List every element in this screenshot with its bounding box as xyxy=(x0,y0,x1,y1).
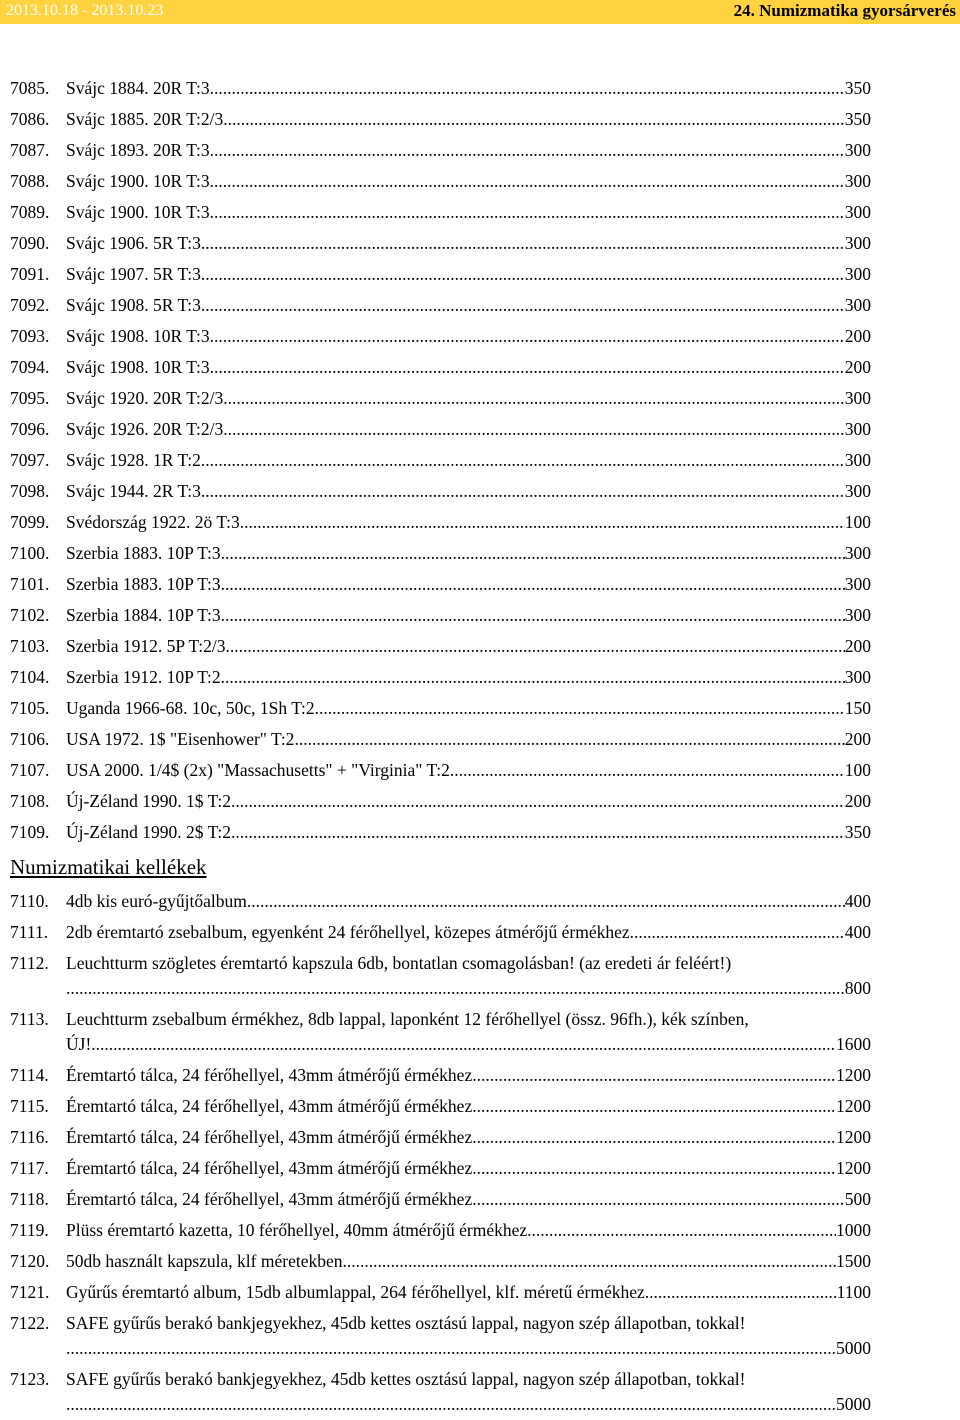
lot-price: 350 xyxy=(844,109,871,129)
lot-number: 7092. xyxy=(10,295,50,315)
leader-dots xyxy=(247,886,845,917)
lot-number: 7085. xyxy=(10,78,50,98)
lot-description: Szerbia 1912. 10P T:2 xyxy=(66,667,221,687)
leader-dots xyxy=(66,1333,836,1364)
lot-list-accessories xyxy=(0,886,960,1420)
list-item xyxy=(0,600,960,631)
lot-description: Svájc 1884. 20R T:3 xyxy=(66,78,210,98)
lot-price: 1200 xyxy=(836,1158,871,1178)
lot-number: 7118. xyxy=(10,1189,49,1209)
lot-price: 300 xyxy=(844,233,871,253)
leader-dots xyxy=(315,693,845,724)
leader-dots xyxy=(527,1215,836,1246)
lot-price: 200 xyxy=(844,326,871,346)
leader-dots xyxy=(201,228,845,259)
list-item xyxy=(0,197,960,228)
lot-description: Svájc 1885. 20R T:2/3 xyxy=(66,109,224,129)
lot-line xyxy=(66,569,871,600)
list-item xyxy=(0,228,960,259)
lot-description: Svájc 1920. 20R T:2/3 xyxy=(66,388,224,408)
list-item xyxy=(0,755,960,786)
lot-number: 7098. xyxy=(10,481,50,501)
lot-line xyxy=(66,817,871,848)
leader-dots xyxy=(201,259,845,290)
lot-description: 2db éremtartó zsebalbum, egyenként 24 férőhellyel, közepes átmérőjű érmékhez xyxy=(66,922,630,942)
lot-number: 7103. xyxy=(10,636,50,656)
lot-price: 200 xyxy=(844,729,871,749)
lot-price: 1100 xyxy=(836,1282,871,1302)
lot-price: 300 xyxy=(844,450,871,470)
lot-number: 7121. xyxy=(10,1282,50,1302)
lot-price: 300 xyxy=(844,605,871,625)
lot-description: 50db használt kapszula, klf méretekben xyxy=(66,1251,343,1271)
leader-dots xyxy=(210,73,845,104)
list-item xyxy=(0,166,960,197)
lot-number: 7086. xyxy=(10,109,50,129)
lot-line xyxy=(66,73,871,104)
list-item xyxy=(0,476,960,507)
lot-price: 400 xyxy=(844,922,871,942)
lot-number: 7094. xyxy=(10,357,50,377)
list-item xyxy=(0,104,960,135)
header-date-range: 2013.10.18 - 2013.10.23 xyxy=(6,2,164,19)
lot-number: 7099. xyxy=(10,512,50,532)
lot-line xyxy=(66,538,871,569)
lot-line xyxy=(66,1060,871,1091)
lot-price: 300 xyxy=(844,388,871,408)
lot-description: Svájc 1928. 1R T:2 xyxy=(66,450,201,470)
lot-price: 300 xyxy=(844,295,871,315)
list-item xyxy=(0,569,960,600)
leader-dots xyxy=(630,917,845,948)
header-bar xyxy=(0,0,960,24)
lot-description: Szerbia 1883. 10P T:3 xyxy=(66,574,221,594)
leader-dots xyxy=(343,1246,837,1277)
leader-dots xyxy=(472,1091,836,1122)
leader-dots xyxy=(226,631,845,662)
lot-price: 1200 xyxy=(836,1096,871,1116)
lot-line-2 xyxy=(66,1029,871,1060)
lot-number: 7087. xyxy=(10,140,50,160)
lot-line xyxy=(66,166,871,197)
lot-description: Szerbia 1883. 10P T:3 xyxy=(66,543,221,563)
lot-number: 7112. xyxy=(10,953,49,973)
lot-price: 300 xyxy=(844,419,871,439)
lot-line xyxy=(66,917,871,948)
lot-number: 7113. xyxy=(10,1009,49,1029)
lot-number: 7089. xyxy=(10,202,50,222)
leader-dots xyxy=(231,817,845,848)
leader-dots xyxy=(201,290,845,321)
lot-description: Éremtartó tálca, 24 férőhellyel, 43mm átmérőjű érmékhez xyxy=(66,1065,473,1085)
leader-dots xyxy=(221,600,845,631)
lot-line xyxy=(66,197,871,228)
list-item xyxy=(0,724,960,755)
lot-number: 7119. xyxy=(10,1220,49,1240)
lot-number: 7100. xyxy=(10,543,50,563)
lot-list xyxy=(0,73,960,1420)
leader-dots xyxy=(294,724,844,755)
lot-line xyxy=(66,1184,871,1215)
lot-line xyxy=(66,290,871,321)
lot-number: 7107. xyxy=(10,760,50,780)
list-item xyxy=(0,1091,960,1122)
lot-line xyxy=(66,724,871,755)
leader-dots xyxy=(472,1184,845,1215)
lot-line xyxy=(66,755,871,786)
list-item xyxy=(0,1364,960,1420)
list-item xyxy=(0,290,960,321)
list-item xyxy=(0,1004,960,1060)
lot-line xyxy=(66,228,871,259)
list-item xyxy=(0,1060,960,1091)
leader-dots xyxy=(210,166,845,197)
lot-price: 300 xyxy=(844,667,871,687)
lot-line xyxy=(66,662,871,693)
lot-number: 7090. xyxy=(10,233,50,253)
lot-description: Éremtartó tálca, 24 férőhellyel, 43mm átmérőjű érmékhez xyxy=(66,1158,473,1178)
lot-number: 7110. xyxy=(10,891,49,911)
lot-line xyxy=(66,321,871,352)
lot-number: 7114. xyxy=(10,1065,49,1085)
lot-description: Szerbia 1884. 10P T:3 xyxy=(66,605,221,625)
lot-description: Éremtartó tálca, 24 férőhellyel, 43mm átmérőjű érmékhez xyxy=(66,1189,473,1209)
list-item xyxy=(0,538,960,569)
lot-line xyxy=(66,1091,871,1122)
lot-line xyxy=(66,445,871,476)
lot-line xyxy=(66,1215,871,1246)
lot-number: 7120. xyxy=(10,1251,50,1271)
lot-number: 7122. xyxy=(10,1313,50,1333)
header-title: 24. Numizmatika gyorsárverés xyxy=(733,1,956,20)
leader-dots xyxy=(210,352,845,383)
lot-description: USA 2000. 1/4$ (2x) "Massachusetts" + "Virginia" T:2 xyxy=(66,760,450,780)
lot-price: 100 xyxy=(844,512,871,532)
lot-price: 1500 xyxy=(836,1251,871,1271)
lot-description: Svájc 1907. 5R T:3 xyxy=(66,264,201,284)
lot-description: Új-Zéland 1990. 1$ T:2 xyxy=(66,791,232,811)
lot-price: 5000 xyxy=(836,1338,871,1358)
lot-number: 7104. xyxy=(10,667,50,687)
lot-number: 7106. xyxy=(10,729,50,749)
list-item xyxy=(0,383,960,414)
lot-price: 5000 xyxy=(836,1394,871,1414)
list-item xyxy=(0,414,960,445)
lot-description: Svájc 1900. 10R T:3 xyxy=(66,202,210,222)
lot-number: 7105. xyxy=(10,698,50,718)
lot-number: 7093. xyxy=(10,326,50,346)
lot-line xyxy=(66,693,871,724)
lot-description: Svájc 1926. 20R T:2/3 xyxy=(66,419,224,439)
list-item xyxy=(0,662,960,693)
lot-number: 7117. xyxy=(10,1158,49,1178)
list-item xyxy=(0,1246,960,1277)
lot-description: Éremtartó tálca, 24 férőhellyel, 43mm átmérőjű érmékhez xyxy=(66,1127,473,1147)
leader-dots xyxy=(223,383,844,414)
list-item xyxy=(0,693,960,724)
leader-dots xyxy=(201,476,845,507)
lot-line xyxy=(66,476,871,507)
lot-line xyxy=(66,383,871,414)
lot-price: 300 xyxy=(844,140,871,160)
list-item xyxy=(0,445,960,476)
lot-price: 400 xyxy=(844,891,871,911)
lot-number: 7088. xyxy=(10,171,50,191)
lot-description: Gyűrűs éremtartó album, 15db albumlappal, 264 férőhellyel, klf. méretű érmékhez xyxy=(66,1282,645,1302)
leader-dots xyxy=(66,973,845,1004)
lot-line xyxy=(66,1277,871,1308)
lot-price: 500 xyxy=(844,1189,871,1209)
lot-price: 350 xyxy=(844,78,871,98)
lot-list-coins xyxy=(0,73,960,848)
lot-price: 200 xyxy=(844,791,871,811)
list-item xyxy=(0,259,960,290)
lot-line xyxy=(66,786,871,817)
lot-description: SAFE gyűrűs berakó bankjegyekhez, 45db kettes osztású lappal, nagyon szép állapotban, tokkal! xyxy=(66,1313,746,1333)
list-item xyxy=(0,1215,960,1246)
list-item xyxy=(0,817,960,848)
lot-description: Svájc 1908. 10R T:3 xyxy=(66,357,210,377)
leader-dots xyxy=(210,135,845,166)
lot-description: Svájc 1900. 10R T:3 xyxy=(66,171,210,191)
lot-line xyxy=(66,631,871,662)
lot-description: 4db kis euró-gyűjtőalbum xyxy=(66,891,247,911)
lot-line-2 xyxy=(66,973,871,1004)
leader-dots xyxy=(223,414,844,445)
leader-dots xyxy=(66,1389,836,1420)
leader-dots xyxy=(472,1122,836,1153)
leader-dots xyxy=(223,104,844,135)
lot-line xyxy=(66,259,871,290)
section-title: Numizmatikai kellékek xyxy=(10,855,207,879)
lot-number: 7123. xyxy=(10,1369,50,1389)
list-item xyxy=(0,1308,960,1364)
lot-price: 1600 xyxy=(836,1034,871,1054)
leader-dots xyxy=(240,507,845,538)
lot-line xyxy=(66,1122,871,1153)
lot-price: 100 xyxy=(844,760,871,780)
leader-dots xyxy=(210,321,845,352)
lot-number: 7109. xyxy=(10,822,50,842)
lot-description-cont: ÚJ! xyxy=(66,1034,92,1054)
lot-description: Éremtartó tálca, 24 férőhellyel, 43mm átmérőjű érmékhez xyxy=(66,1096,473,1116)
list-item xyxy=(0,1153,960,1184)
lot-description: SAFE gyűrűs berakó bankjegyekhez, 45db kettes osztású lappal, nagyon szép állapotban, tokkal! xyxy=(66,1369,746,1389)
leader-dots xyxy=(91,1029,836,1060)
leader-dots xyxy=(645,1277,837,1308)
lot-number: 7101. xyxy=(10,574,50,594)
list-item xyxy=(0,886,960,917)
leader-dots xyxy=(201,445,845,476)
lot-line-2 xyxy=(66,1389,871,1420)
lot-number: 7095. xyxy=(10,388,50,408)
lot-number: 7115. xyxy=(10,1096,49,1116)
lot-description: Svájc 1944. 2R T:3 xyxy=(66,481,201,501)
lot-number: 7091. xyxy=(10,264,50,284)
lot-description: Új-Zéland 1990. 2$ T:2 xyxy=(66,822,232,842)
list-item xyxy=(0,631,960,662)
list-item xyxy=(0,135,960,166)
lot-price: 200 xyxy=(844,357,871,377)
list-item xyxy=(0,1122,960,1153)
lot-number: 7111. xyxy=(10,922,49,942)
lot-price: 150 xyxy=(844,698,871,718)
lot-description: Leuchtturm zsebalbum érmékhez, 8db lappal, laponként 12 férőhellyel (össz. 96fh.), kék színben, xyxy=(66,1009,749,1029)
lot-price: 1200 xyxy=(836,1127,871,1147)
lot-number: 7108. xyxy=(10,791,50,811)
lot-number: 7096. xyxy=(10,419,50,439)
leader-dots xyxy=(472,1060,836,1091)
leader-dots xyxy=(221,569,845,600)
lot-description: Plüss éremtartó kazetta, 10 férőhellyel, 40mm átmérőjű érmékhez xyxy=(66,1220,528,1240)
lot-line xyxy=(66,600,871,631)
lot-price: 1000 xyxy=(836,1220,871,1240)
lot-price: 300 xyxy=(844,171,871,191)
lot-description: Svájc 1893. 20R T:3 xyxy=(66,140,210,160)
leader-dots xyxy=(210,197,845,228)
lot-price: 300 xyxy=(844,574,871,594)
lot-description: Uganda 1966-68. 10c, 50c, 1Sh T:2 xyxy=(66,698,315,718)
lot-description: Svájc 1908. 5R T:3 xyxy=(66,295,201,315)
list-item xyxy=(0,73,960,104)
list-item xyxy=(0,948,960,1004)
lot-price: 300 xyxy=(844,481,871,501)
list-item xyxy=(0,1184,960,1215)
lot-line xyxy=(66,1246,871,1277)
lot-line xyxy=(66,1153,871,1184)
list-item xyxy=(0,321,960,352)
list-item xyxy=(0,917,960,948)
lot-description: Svájc 1906. 5R T:3 xyxy=(66,233,201,253)
lot-price: 200 xyxy=(844,636,871,656)
lot-number: 7116. xyxy=(10,1127,49,1147)
lot-price: 800 xyxy=(844,978,871,998)
lot-line xyxy=(66,104,871,135)
leader-dots xyxy=(221,538,845,569)
lot-price: 300 xyxy=(844,202,871,222)
lot-description: Leuchtturm szögletes éremtartó kapszula 6db, bontatlan csomagolásban! (az eredeti ár feléért!) xyxy=(66,953,732,973)
list-item xyxy=(0,786,960,817)
lot-description: USA 1972. 1$ "Eisenhower" T:2 xyxy=(66,729,295,749)
lot-price: 300 xyxy=(844,543,871,563)
lot-price: 300 xyxy=(844,264,871,284)
lot-line xyxy=(66,507,871,538)
leader-dots xyxy=(221,662,845,693)
lot-description: Svájc 1908. 10R T:3 xyxy=(66,326,210,346)
lot-description: Szerbia 1912. 5P T:2/3 xyxy=(66,636,226,656)
lot-line xyxy=(66,414,871,445)
lot-price: 1200 xyxy=(836,1065,871,1085)
leader-dots xyxy=(231,786,845,817)
lot-description: Svédország 1922. 2ö T:3 xyxy=(66,512,240,532)
leader-dots xyxy=(450,755,845,786)
lot-number: 7097. xyxy=(10,450,50,470)
leader-dots xyxy=(472,1153,836,1184)
lot-line xyxy=(66,135,871,166)
lot-number: 7102. xyxy=(10,605,50,625)
list-item xyxy=(0,352,960,383)
lot-line xyxy=(66,352,871,383)
lot-line xyxy=(66,886,871,917)
list-item xyxy=(0,507,960,538)
lot-line-2 xyxy=(66,1333,871,1364)
lot-price: 350 xyxy=(844,822,871,842)
list-item xyxy=(0,1277,960,1308)
